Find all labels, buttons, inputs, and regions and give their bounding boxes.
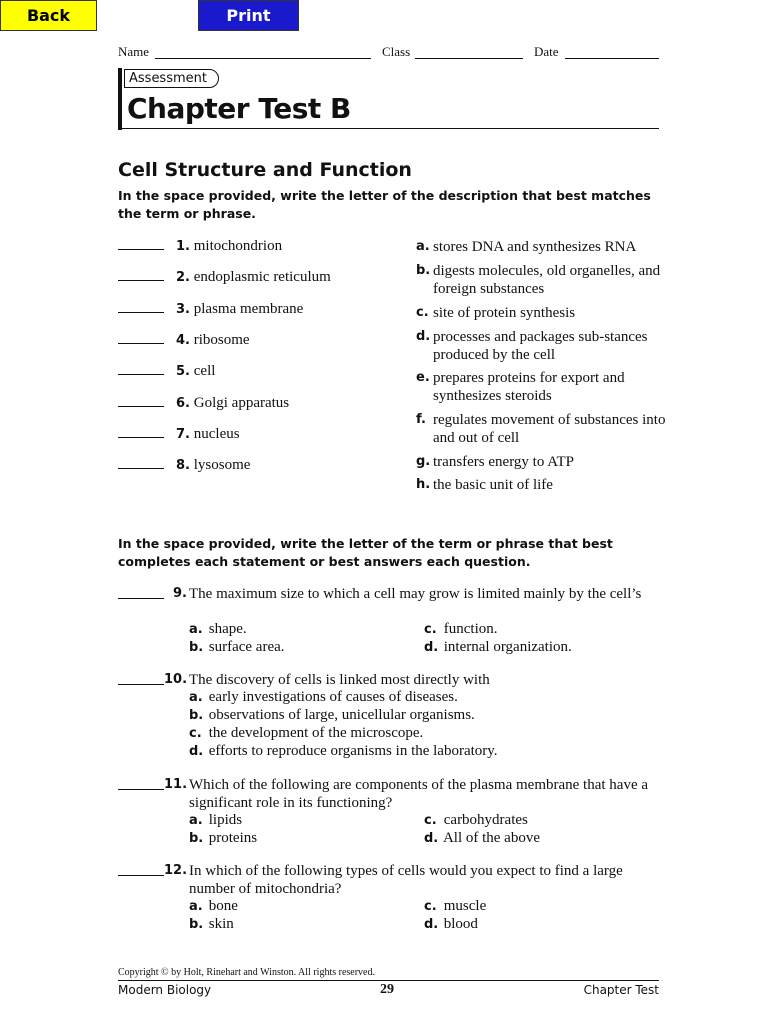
header-bar	[118, 68, 122, 130]
option-letter: d.	[424, 640, 439, 655]
term-text: mitochondrion	[193, 238, 283, 254]
answer-option	[424, 916, 478, 933]
matching-term	[118, 456, 250, 476]
option-text: the development of the microscope.	[208, 725, 424, 741]
name-field[interactable]	[155, 58, 371, 59]
description-text: regulates movement of substances into and out of cell	[433, 412, 666, 446]
term-text: Golgi apparatus	[193, 395, 290, 411]
back-button[interactable]: Back	[0, 0, 97, 31]
option-letter: b.	[189, 831, 204, 846]
term-number: 7.	[176, 427, 190, 442]
option-letter: c.	[424, 622, 437, 637]
description-letter: a.	[416, 239, 430, 254]
class-label: Class	[382, 44, 411, 59]
answer-blank[interactable]	[118, 300, 164, 313]
option-text: shape.	[208, 621, 247, 637]
question-number: 11.	[164, 777, 188, 792]
description-letter: e.	[416, 370, 430, 385]
option-letter: b.	[189, 640, 204, 655]
option-text: internal organization.	[443, 639, 572, 655]
date-field[interactable]	[565, 58, 659, 59]
question-stem: In which of the following types of cells would you expect to find a large number of mitochondria?	[189, 863, 623, 897]
matching-description	[416, 411, 666, 447]
answer-option	[189, 830, 257, 847]
option-text: skin	[208, 916, 234, 932]
matching-term	[118, 331, 250, 351]
answer-option	[424, 830, 540, 847]
option-text: early investigations of causes of diseases.	[208, 689, 458, 705]
answer-option	[189, 689, 458, 706]
description-text: digests molecules, old organelles, and foreign substances	[433, 263, 661, 297]
option-letter: c.	[424, 899, 437, 914]
description-text: transfers energy to ATP	[433, 454, 574, 470]
class-field[interactable]	[415, 58, 523, 59]
question-number: 10.	[164, 672, 188, 687]
option-text: bone	[208, 898, 238, 914]
option-text: efforts to reproduce organisms in the laboratory.	[208, 743, 498, 759]
matching-description	[416, 476, 666, 494]
description-letter: f.	[416, 412, 426, 427]
footer-divider	[118, 980, 659, 981]
question	[118, 671, 663, 689]
term-number: 2.	[176, 270, 190, 285]
title-divider	[122, 128, 659, 129]
option-letter: c.	[424, 813, 437, 828]
term-number: 3.	[176, 302, 190, 317]
answer-option	[424, 812, 528, 829]
answer-option	[189, 916, 234, 933]
option-letter: a.	[189, 899, 203, 914]
term-number: 1.	[176, 239, 190, 254]
answer-blank[interactable]	[118, 237, 164, 250]
matching-description	[416, 262, 666, 298]
option-letter: c.	[189, 726, 202, 741]
section-title: Cell Structure and Function	[118, 159, 412, 181]
answer-blank[interactable]	[118, 331, 164, 344]
description-letter: b.	[416, 263, 431, 278]
option-letter: a.	[189, 622, 203, 637]
answer-blank[interactable]	[118, 671, 164, 685]
answer-blank[interactable]	[118, 268, 164, 281]
matching-term	[118, 362, 215, 382]
description-letter: g.	[416, 454, 431, 469]
matching-description	[416, 238, 666, 256]
description-text: stores DNA and synthesizes RNA	[433, 239, 637, 255]
question-stem: The maximum size to which a cell may grow is limited mainly by the cell’s	[189, 586, 642, 602]
answer-option	[189, 621, 247, 638]
question	[118, 776, 663, 812]
matching-instructions: In the space provided, write the letter of the description that best matches the term or phrase.	[118, 188, 651, 221]
answer-blank[interactable]	[118, 456, 164, 469]
term-number: 8.	[176, 458, 190, 473]
option-text: proteins	[208, 830, 258, 846]
answer-option	[189, 639, 285, 656]
matching-description	[416, 328, 666, 364]
copyright: Copyright © by Holt, Rinehart and Winston. All rights reserved.	[118, 967, 375, 978]
description-text: prepares proteins for export and synthesizes steroids	[433, 370, 625, 404]
term-text: plasma membrane	[193, 301, 304, 317]
option-text: function.	[443, 621, 498, 637]
term-number: 6.	[176, 396, 190, 411]
term-number: 5.	[176, 364, 190, 379]
option-letter: a.	[189, 813, 203, 828]
matching-description	[416, 304, 666, 322]
description-text: site of protein synthesis	[433, 305, 576, 321]
term-text: lysosome	[193, 457, 251, 473]
answer-option	[189, 812, 242, 829]
answer-option	[189, 707, 475, 724]
name-label: Name	[118, 44, 150, 59]
description-letter: d.	[416, 329, 431, 344]
book-title: Modern Biology	[118, 983, 212, 997]
answer-blank[interactable]	[118, 862, 164, 876]
term-text: nucleus	[193, 426, 240, 442]
option-letter: a.	[189, 690, 203, 705]
question-stem: The discovery of cells is linked most directly with	[189, 672, 490, 688]
term-number: 4.	[176, 333, 190, 348]
answer-option	[189, 725, 423, 742]
answer-blank[interactable]	[118, 394, 164, 407]
matching-term	[118, 425, 240, 445]
option-letter: d.	[189, 744, 204, 759]
answer-blank[interactable]	[118, 362, 164, 375]
print-button[interactable]: Print	[198, 0, 299, 31]
description-letter: c.	[416, 305, 429, 320]
description-text: the basic unit of life	[433, 477, 553, 493]
page-number: 29	[380, 982, 394, 997]
answer-blank[interactable]	[118, 585, 164, 599]
matching-term	[118, 300, 303, 320]
option-text: observations of large, unicellular organisms.	[208, 707, 475, 723]
term-text: endoplasmic reticulum	[193, 269, 331, 285]
answer-option	[424, 639, 572, 656]
question-number: 9.	[173, 586, 187, 601]
description-letter: h.	[416, 477, 431, 492]
question	[118, 585, 663, 603]
term-text: cell	[193, 363, 216, 379]
assessment-tab: Assessment	[124, 69, 219, 88]
date-label: Date	[534, 44, 559, 59]
question-stem: Which of the following are components of the plasma membrane that have a significant role in its functioning?	[189, 777, 649, 811]
matching-term	[118, 394, 289, 414]
description-text: processes and packages sub-stances produced by the cell	[433, 329, 648, 363]
answer-option	[424, 621, 498, 638]
answer-blank[interactable]	[118, 425, 164, 438]
option-letter: d.	[424, 831, 439, 846]
document-type: Chapter Test	[583, 983, 659, 997]
answer-blank[interactable]	[118, 776, 164, 790]
question	[118, 862, 663, 898]
option-text: surface area.	[208, 639, 285, 655]
page-title: Chapter Test B	[127, 92, 351, 125]
answer-option	[189, 743, 498, 760]
option-text: All of the above	[442, 830, 540, 846]
option-letter: b.	[189, 708, 204, 723]
option-text: muscle	[443, 898, 487, 914]
matching-description	[416, 369, 666, 405]
option-text: carbohydrates	[443, 812, 528, 828]
answer-option	[424, 898, 486, 915]
matching-term	[118, 268, 331, 288]
multiple-choice-instructions: In the space provided, write the letter of the term or phrase that best completes each statement or best answers each question.	[118, 536, 613, 569]
matching-term	[118, 237, 282, 257]
term-text: ribosome	[193, 332, 250, 348]
option-letter: b.	[189, 917, 204, 932]
option-text: blood	[443, 916, 478, 932]
matching-description	[416, 453, 666, 471]
question-number: 12.	[164, 863, 188, 878]
answer-option	[189, 898, 238, 915]
option-letter: d.	[424, 917, 439, 932]
option-text: lipids	[208, 812, 243, 828]
